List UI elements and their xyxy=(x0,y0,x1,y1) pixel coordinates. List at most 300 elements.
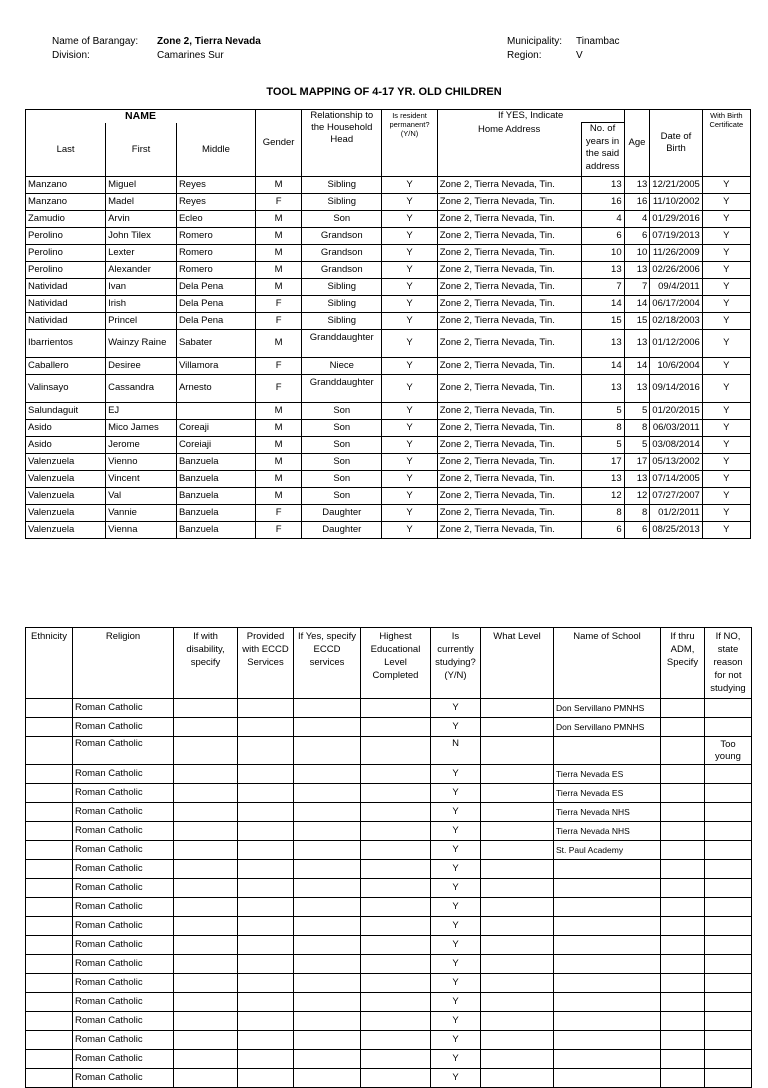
what-level-cell xyxy=(481,784,554,803)
resident-cell: Y xyxy=(382,312,437,329)
adm-cell xyxy=(661,974,705,993)
table-row xyxy=(26,470,751,487)
age-cell: 4 xyxy=(624,210,650,227)
eccd-specify-cell xyxy=(294,898,361,917)
relationship-cell: Son xyxy=(302,453,382,470)
ethnicity-cell xyxy=(26,784,73,803)
eccd-cell xyxy=(238,803,294,822)
years-cell: 8 xyxy=(581,504,624,521)
gender-cell: M xyxy=(256,227,302,244)
studying-cell: Y xyxy=(431,879,481,898)
eccd-specify-cell xyxy=(294,822,361,841)
dob-cell: 01/20/2015 xyxy=(650,402,702,419)
dob-header: Date of Birth xyxy=(650,110,702,177)
reason-cell xyxy=(705,860,752,879)
resident-cell: Y xyxy=(382,436,437,453)
school-cell: Tierra Nevada ES xyxy=(554,784,661,803)
years-header: No. of years in the said address xyxy=(581,123,624,177)
eccd-cell xyxy=(238,822,294,841)
years-cell: 16 xyxy=(581,193,624,210)
dob-cell: 11/26/2009 xyxy=(650,244,702,261)
highest-level-cell xyxy=(361,879,431,898)
highest-level-cell xyxy=(361,1012,431,1031)
school-cell xyxy=(554,898,661,917)
years-cell: 5 xyxy=(581,402,624,419)
relationship-cell: Son xyxy=(302,436,382,453)
reason-cell xyxy=(705,1050,752,1069)
studying-cell: N xyxy=(431,737,481,765)
home-address-cell: Zone 2, Tierra Nevada, Tin. xyxy=(437,470,581,487)
dob-cell: 09/4/2011 xyxy=(650,278,702,295)
first-name-cell: Irish xyxy=(106,295,177,312)
birth-cert-cell: Y xyxy=(702,244,750,261)
resident-cell: Y xyxy=(382,419,437,436)
home-address-cell: Zone 2, Tierra Nevada, Tin. xyxy=(437,312,581,329)
adm-cell xyxy=(661,718,705,737)
middle-name-cell: Romero xyxy=(176,261,255,278)
table-row xyxy=(26,841,752,860)
table-row xyxy=(26,227,751,244)
relationship-cell: Son xyxy=(302,402,382,419)
ethnicity-cell xyxy=(26,718,73,737)
school-cell: St. Paul Academy xyxy=(554,841,661,860)
reason-cell xyxy=(705,765,752,784)
resident-cell: Y xyxy=(382,278,437,295)
middle-name-cell xyxy=(176,402,255,419)
ethnicity-cell xyxy=(26,803,73,822)
eccd-cell xyxy=(238,699,294,718)
middle-name-cell: Ecleo xyxy=(176,210,255,227)
home-address-cell: Zone 2, Tierra Nevada, Tin. xyxy=(437,329,581,357)
table-row xyxy=(26,329,751,357)
table-row xyxy=(26,1050,752,1069)
highest-level-cell xyxy=(361,993,431,1012)
middle-name-cell: Romero xyxy=(176,244,255,261)
reason-cell xyxy=(705,993,752,1012)
middle-name-cell: Dela Pena xyxy=(176,295,255,312)
highest-level-cell xyxy=(361,737,431,765)
disability-cell xyxy=(174,1012,238,1031)
adm-cell xyxy=(661,737,705,765)
reason-cell xyxy=(705,822,752,841)
studying-cell: Y xyxy=(431,898,481,917)
eccd-specify-cell xyxy=(294,974,361,993)
middle-name-cell: Dela Pena xyxy=(176,312,255,329)
age-cell: 14 xyxy=(624,357,650,374)
eccd-specify-cell xyxy=(294,1031,361,1050)
reason-header: If NO, state reason for not studying xyxy=(705,628,752,699)
eccd-cell xyxy=(238,917,294,936)
dob-cell: 09/14/2016 xyxy=(650,374,702,402)
relationship-cell: Daughter xyxy=(302,504,382,521)
middle-name-cell: Coreiaji xyxy=(176,436,255,453)
resident-cell: Y xyxy=(382,176,437,193)
disability-cell xyxy=(174,803,238,822)
years-cell: 14 xyxy=(581,357,624,374)
middle-name-cell: Sabater xyxy=(176,329,255,357)
highest-level-cell xyxy=(361,822,431,841)
dob-cell: 05/13/2002 xyxy=(650,453,702,470)
gender-cell: F xyxy=(256,504,302,521)
table-row xyxy=(26,436,751,453)
ethnicity-cell xyxy=(26,1069,73,1088)
eccd-cell xyxy=(238,936,294,955)
last-name-cell: Manzano xyxy=(26,193,106,210)
resident-cell: Y xyxy=(382,210,437,227)
gender-cell: M xyxy=(256,244,302,261)
middle-name-cell: Reyes xyxy=(176,193,255,210)
table-row xyxy=(26,419,751,436)
gender-cell: F xyxy=(256,357,302,374)
disability-cell xyxy=(174,879,238,898)
table-row xyxy=(26,1069,752,1088)
ethnicity-cell xyxy=(26,917,73,936)
birth-cert-cell: Y xyxy=(702,312,750,329)
table-row xyxy=(26,402,751,419)
table-row xyxy=(26,278,751,295)
gender-header: Gender xyxy=(256,110,302,177)
birth-cert-cell: Y xyxy=(702,295,750,312)
disability-cell xyxy=(174,822,238,841)
table-row xyxy=(26,737,752,765)
ethnicity-cell xyxy=(26,841,73,860)
school-cell xyxy=(554,737,661,765)
birth-cert-cell: Y xyxy=(702,227,750,244)
barangay-value: Zone 2, Tierra Nevada xyxy=(157,36,261,47)
middle-name-cell: Banzuela xyxy=(176,470,255,487)
what-level-cell xyxy=(481,936,554,955)
age-cell: 5 xyxy=(624,402,650,419)
reason-cell xyxy=(705,1069,752,1088)
relationship-cell: Grandson xyxy=(302,227,382,244)
home-address-cell: Zone 2, Tierra Nevada, Tin. xyxy=(437,357,581,374)
school-cell: Tierra Nevada ES xyxy=(554,765,661,784)
studying-cell: Y xyxy=(431,784,481,803)
first-header: First xyxy=(106,123,177,177)
home-address-cell: Zone 2, Tierra Nevada, Tin. xyxy=(437,487,581,504)
adm-cell xyxy=(661,936,705,955)
last-name-cell: Valenzuela xyxy=(26,521,106,538)
years-cell: 13 xyxy=(581,329,624,357)
years-cell: 12 xyxy=(581,487,624,504)
age-cell: 13 xyxy=(624,261,650,278)
religion-cell: Roman Catholic xyxy=(73,718,174,737)
dob-cell: 06/03/2011 xyxy=(650,419,702,436)
school-cell xyxy=(554,1031,661,1050)
middle-name-cell: Arnesto xyxy=(176,374,255,402)
ethnicity-header: Ethnicity xyxy=(26,628,73,699)
last-name-cell: Perolino xyxy=(26,227,106,244)
reason-cell xyxy=(705,955,752,974)
studying-cell: Y xyxy=(431,917,481,936)
years-cell: 5 xyxy=(581,436,624,453)
age-cell: 13 xyxy=(624,470,650,487)
first-name-cell: Alexander xyxy=(106,261,177,278)
religion-cell: Roman Catholic xyxy=(73,699,174,718)
adm-cell xyxy=(661,822,705,841)
what-level-cell xyxy=(481,803,554,822)
years-cell: 13 xyxy=(581,374,624,402)
disability-cell xyxy=(174,993,238,1012)
religion-cell: Roman Catholic xyxy=(73,784,174,803)
table-row xyxy=(26,879,752,898)
years-cell: 13 xyxy=(581,470,624,487)
home-address-cell: Zone 2, Tierra Nevada, Tin. xyxy=(437,436,581,453)
gender-cell: M xyxy=(256,176,302,193)
eccd-specify-cell xyxy=(294,1069,361,1088)
eccd-specify-cell xyxy=(294,1012,361,1031)
years-cell: 8 xyxy=(581,419,624,436)
studying-cell: Y xyxy=(431,822,481,841)
birth-cert-cell: Y xyxy=(702,278,750,295)
table-row xyxy=(26,1012,752,1031)
relationship-cell: Daughter xyxy=(302,521,382,538)
resident-cell: Y xyxy=(382,470,437,487)
ethnicity-cell xyxy=(26,765,73,784)
disability-cell xyxy=(174,737,238,765)
school-cell: Don Servillano PMNHS xyxy=(554,699,661,718)
eccd-specify-cell xyxy=(294,765,361,784)
disability-cell xyxy=(174,765,238,784)
religion-cell: Roman Catholic xyxy=(73,737,174,765)
dob-cell: 01/2/2011 xyxy=(650,504,702,521)
disability-cell xyxy=(174,841,238,860)
disability-cell xyxy=(174,860,238,879)
studying-cell: Y xyxy=(431,955,481,974)
ethnicity-cell xyxy=(26,822,73,841)
highest-level-cell xyxy=(361,1050,431,1069)
religion-cell: Roman Catholic xyxy=(73,803,174,822)
relationship-cell: Son xyxy=(302,487,382,504)
eccd-cell xyxy=(238,879,294,898)
first-name-cell: Vienna xyxy=(106,521,177,538)
disability-cell xyxy=(174,936,238,955)
middle-name-cell: Reyes xyxy=(176,176,255,193)
religion-cell: Roman Catholic xyxy=(73,1069,174,1088)
birth-cert-cell: Y xyxy=(702,176,750,193)
last-name-cell: Perolino xyxy=(26,261,106,278)
eccd-specify-cell xyxy=(294,699,361,718)
what-level-cell xyxy=(481,860,554,879)
age-cell: 17 xyxy=(624,453,650,470)
what-level-cell xyxy=(481,822,554,841)
first-name-cell: Lexter xyxy=(106,244,177,261)
table-row xyxy=(26,357,751,374)
age-cell: 13 xyxy=(624,329,650,357)
what-level-cell xyxy=(481,1050,554,1069)
religion-cell: Roman Catholic xyxy=(73,936,174,955)
what-level-cell xyxy=(481,917,554,936)
adm-header: If thru ADM, Specify xyxy=(661,628,705,699)
adm-cell xyxy=(661,1050,705,1069)
relationship-cell: Niece xyxy=(302,357,382,374)
eccd-specify-cell xyxy=(294,936,361,955)
religion-cell: Roman Catholic xyxy=(73,1012,174,1031)
eccd-specify-cell xyxy=(294,1050,361,1069)
first-name-cell: Cassandra xyxy=(106,374,177,402)
ethnicity-cell xyxy=(26,955,73,974)
barangay-label: Name of Barangay: xyxy=(52,36,139,47)
age-cell: 6 xyxy=(624,521,650,538)
school-cell xyxy=(554,993,661,1012)
gender-cell: F xyxy=(256,193,302,210)
table-row xyxy=(26,699,752,718)
studying-cell: Y xyxy=(431,936,481,955)
resident-cell: Y xyxy=(382,295,437,312)
birth-cert-cell: Y xyxy=(702,487,750,504)
relationship-cell: Granddaughter xyxy=(302,329,382,357)
first-name-cell: Vincent xyxy=(106,470,177,487)
first-name-cell: Miguel xyxy=(106,176,177,193)
eccd-cell xyxy=(238,1012,294,1031)
what-level-header: What Level xyxy=(481,628,554,699)
religion-cell: Roman Catholic xyxy=(73,1050,174,1069)
resident-cell: Y xyxy=(382,329,437,357)
highest-level-cell xyxy=(361,1031,431,1050)
years-cell: 15 xyxy=(581,312,624,329)
gender-cell: F xyxy=(256,374,302,402)
eccd-specify-cell xyxy=(294,841,361,860)
highest-level-cell xyxy=(361,699,431,718)
table-row xyxy=(26,936,752,955)
first-name-cell: Vienno xyxy=(106,453,177,470)
adm-cell xyxy=(661,784,705,803)
eccd-cell xyxy=(238,993,294,1012)
adm-cell xyxy=(661,898,705,917)
adm-cell xyxy=(661,699,705,718)
eccd-cell xyxy=(238,898,294,917)
birth-cert-cell: Y xyxy=(702,402,750,419)
birth-cert-cell: Y xyxy=(702,193,750,210)
adm-cell xyxy=(661,879,705,898)
eccd-specify-cell xyxy=(294,718,361,737)
age-cell: 8 xyxy=(624,419,650,436)
last-name-cell: Valenzuela xyxy=(26,487,106,504)
home-address-cell: Zone 2, Tierra Nevada, Tin. xyxy=(437,374,581,402)
reason-cell xyxy=(705,699,752,718)
table-row xyxy=(26,974,752,993)
gender-cell: M xyxy=(256,402,302,419)
reason-cell xyxy=(705,879,752,898)
disability-cell xyxy=(174,699,238,718)
first-name-cell: Desiree xyxy=(106,357,177,374)
studying-cell: Y xyxy=(431,860,481,879)
age-cell: 13 xyxy=(624,374,650,402)
municipality-label: Municipality: xyxy=(507,36,563,47)
table-row xyxy=(26,898,752,917)
reason-cell xyxy=(705,1031,752,1050)
school-header: Name of School xyxy=(554,628,661,699)
reason-cell xyxy=(705,841,752,860)
studying-cell: Y xyxy=(431,699,481,718)
reason-cell xyxy=(705,917,752,936)
studying-cell: Y xyxy=(431,1050,481,1069)
last-name-cell: Natividad xyxy=(26,278,106,295)
eccd-cell xyxy=(238,737,294,765)
reason-cell xyxy=(705,974,752,993)
table-row xyxy=(26,374,751,402)
ethnicity-cell xyxy=(26,936,73,955)
adm-cell xyxy=(661,917,705,936)
last-name-cell: Ibarrientos xyxy=(26,329,106,357)
eccd-cell xyxy=(238,955,294,974)
years-cell: 14 xyxy=(581,295,624,312)
resident-cell: Y xyxy=(382,453,437,470)
home-address-cell: Zone 2, Tierra Nevada, Tin. xyxy=(437,210,581,227)
years-cell: 13 xyxy=(581,176,624,193)
highest-level-cell xyxy=(361,898,431,917)
ifyes-header: If YES, Indicate xyxy=(437,110,624,123)
school-cell xyxy=(554,955,661,974)
table-row xyxy=(26,917,752,936)
last-name-cell: Perolino xyxy=(26,244,106,261)
name-header: NAME xyxy=(26,110,256,123)
middle-name-cell: Banzuela xyxy=(176,487,255,504)
home-address-cell: Zone 2, Tierra Nevada, Tin. xyxy=(437,295,581,312)
disability-cell xyxy=(174,917,238,936)
religion-cell: Roman Catholic xyxy=(73,879,174,898)
eccd-specify-cell xyxy=(294,803,361,822)
last-name-cell: Asido xyxy=(26,419,106,436)
eccd-cell xyxy=(238,841,294,860)
highest-level-cell xyxy=(361,917,431,936)
first-name-cell: Jerome xyxy=(106,436,177,453)
religion-cell: Roman Catholic xyxy=(73,841,174,860)
last-name-cell: Valenzuela xyxy=(26,504,106,521)
religion-header: Religion xyxy=(73,628,174,699)
birth-cert-cell: Y xyxy=(702,470,750,487)
eccd-cell xyxy=(238,1031,294,1050)
table-row xyxy=(26,210,751,227)
studying-cell: Y xyxy=(431,1012,481,1031)
dob-cell: 03/08/2014 xyxy=(650,436,702,453)
last-name-cell: Valenzuela xyxy=(26,453,106,470)
years-cell: 7 xyxy=(581,278,624,295)
region-value: V xyxy=(576,50,583,61)
reason-cell: Too young xyxy=(705,737,752,765)
disability-header: If with disability, specify xyxy=(174,628,238,699)
eccd-cell xyxy=(238,974,294,993)
highest-level-cell xyxy=(361,841,431,860)
eccd-specify-cell xyxy=(294,917,361,936)
ethnicity-cell xyxy=(26,1031,73,1050)
region-label: Region: xyxy=(507,50,542,61)
table-row xyxy=(26,312,751,329)
dob-cell: 06/17/2004 xyxy=(650,295,702,312)
ethnicity-cell xyxy=(26,1050,73,1069)
dob-cell: 01/29/2016 xyxy=(650,210,702,227)
eccd-specify-cell xyxy=(294,879,361,898)
adm-cell xyxy=(661,993,705,1012)
resident-cell: Y xyxy=(382,504,437,521)
studying-cell: Y xyxy=(431,1031,481,1050)
eccd-specify-cell xyxy=(294,993,361,1012)
relationship-cell: Sibling xyxy=(302,176,382,193)
years-cell: 4 xyxy=(581,210,624,227)
adm-cell xyxy=(661,841,705,860)
home-address-cell: Zone 2, Tierra Nevada, Tin. xyxy=(437,193,581,210)
table-row xyxy=(26,784,752,803)
religion-cell: Roman Catholic xyxy=(73,955,174,974)
relationship-cell: Son xyxy=(302,210,382,227)
table-row xyxy=(26,860,752,879)
gender-cell: M xyxy=(256,453,302,470)
municipality-info xyxy=(507,35,620,63)
eccd-cell xyxy=(238,1069,294,1088)
middle-name-cell: Villamora xyxy=(176,357,255,374)
religion-cell: Roman Catholic xyxy=(73,860,174,879)
birth-cert-cell: Y xyxy=(702,453,750,470)
